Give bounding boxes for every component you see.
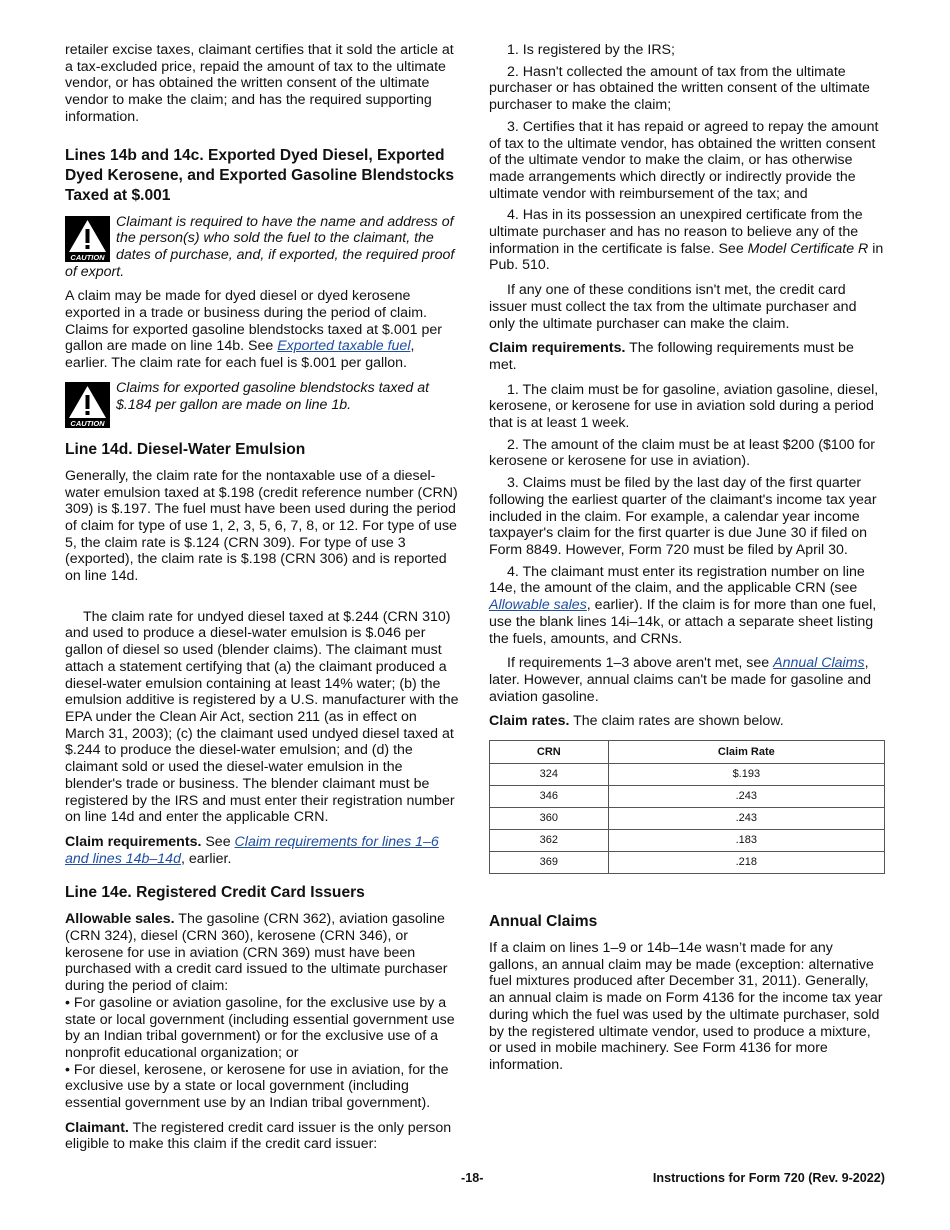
table-header-claim-rate: Claim Rate [608, 741, 884, 764]
requirement-1: 1. The claim must be for gasoline, aviation gasoline, diesel, kerosene, or kerosene for use in aviation sold during a period that is at least 1 week. [489, 381, 879, 432]
heading-line-14e: Line 14e. Registered Credit Card Issuers [65, 884, 365, 902]
caution-icon [65, 216, 110, 262]
paragraph-allowable-sales: Allowable sales. The gasoline (CRN 362), aviation gasoline (CRN 324), diesel (CRN 360), kerosene (CRN 346), or kerosene for use in aviation (CRN 369) must have been purchased with a credit card issued to the ultimate purchaser during the period of claim: [65, 911, 448, 995]
paragraph-annual-claims-reference: If requirements 1–3 above aren't met, see Annual Claims, later. However, annual claims can't be made for gasoline and aviation gasoline. [489, 655, 872, 705]
table-header-crn: CRN [490, 741, 609, 764]
table-row [490, 830, 885, 852]
table-cell-rate: $.193 [608, 764, 884, 786]
caution-icon [65, 382, 110, 428]
issuer-item-3: 3. Certifies that it has repaid or agreed to repay the amount of tax to the ultimate vendor, has obtained the written consent of the ultimate vendor to make the claim, or has otherwise made arrangements which directly or indirectly provide the ultimate vendor with reimbursement of the tax; and [489, 118, 879, 202]
claim-requirements-link[interactable]: Claim requirements for lines 1–6 and lines 14b–14d [65, 833, 439, 867]
table-cell-rate: .218 [608, 852, 884, 874]
svg-text:CAUTION: CAUTION [70, 418, 105, 428]
paragraph-conditions-not-met: If any one of these conditions isn't met, the credit card issuer must collect the tax from the ultimate purchaser and only the ultimate purchaser can make the claim. [489, 282, 857, 332]
document-title: Instructions for Form 720 (Rev. 9-2022) [652, 1171, 885, 1185]
table-cell-crn: 324 [490, 764, 609, 786]
issuer-item-2: 2. Hasn't collected the amount of tax from the ultimate purchaser or has obtained the written consent of the ultimate purchaser to make the claim; [489, 63, 870, 114]
table-row [490, 808, 885, 830]
bullet-item-2: • For diesel, kerosene, or kerosene for use in aviation, for the exclusive use by a state or local government (including essential government use by an Indian tribal government). [65, 1061, 449, 1112]
paragraph-14b-claims: A claim may be made for dyed diesel or dyed kerosene exported in a trade or business during the period of claim. Claims for exported gasoline blendstocks taxed at $.001 per gallon are made on line 14b. See Exported taxable fuel, earlier. The claim rate for each fuel is $.001 per gallon. [65, 288, 442, 372]
annual-claims-link[interactable]: Annual Claims [773, 655, 865, 672]
paragraph-14d-claim-requirements: Claim requirements. See Claim requirements for lines 1–6 and lines 14b–14d, earlier. [65, 833, 439, 867]
bullet-item-1: • For gasoline or aviation gasoline, for the exclusive use by a state or local government (including essential government use by an Indian tribal government) or for the exclusive use of a nonprofit educational organization; or [65, 994, 455, 1061]
heading-line-14d: Line 14d. Diesel-Water Emulsion [65, 440, 306, 458]
paragraph-annual-claims: If a claim on lines 1–9 or 14b–14e wasn’t made for any gallons, an annual claim may be made (exception: alternative fuel mixtures produced after December 31, 2011). Generally, an annual claim is made on Form 4136 for the income tax year during which the fuel was used by the ultimate purchaser, sold by the registered ultimate vendor, used to produce a mixture, or used in mobile machinery. See Form 4136 for more information. [489, 940, 883, 1073]
paragraph-claim-rates: Claim rates. The claim rates are shown below. [489, 713, 784, 730]
caution-note-2 [65, 380, 460, 426]
table-cell-crn: 346 [490, 786, 609, 808]
caution-text-2: Claims for exported gasoline blendstocks taxed at $.184 per gallon are made on line 1b. [116, 379, 430, 413]
left-column [65, 42, 460, 1161]
table-cell-crn: 362 [490, 830, 609, 852]
issuer-item-1: 1. Is registered by the IRS; [507, 42, 675, 58]
requirement-2: 2. The amount of the claim must be at least $200 ($100 for kerosene or kerosene for use in aviation). [489, 436, 876, 470]
table-row [490, 786, 885, 808]
table-row [490, 852, 885, 874]
heading-lines-14b-14c: Lines 14b and 14c. Exported Dyed Diesel, Exported Dyed Kerosene, and Exported Gasoline Blendstocks Taxed at $.001 [65, 146, 455, 204]
svg-text:CAUTION: CAUTION [70, 252, 105, 262]
paragraph-claim-requirements: Claim requirements. The following requirements must be met. [489, 340, 854, 373]
exported-taxable-fuel-link[interactable]: Exported taxable fuel [277, 338, 411, 355]
caution-note-1 [65, 214, 460, 281]
claim-rates-table [489, 740, 885, 874]
table-cell-rate: .183 [608, 830, 884, 852]
table-cell-rate: .243 [608, 808, 884, 830]
table-cell-crn: 360 [490, 808, 609, 830]
requirement-3: 3. Claims must be filed by the last day of the first quarter following the earliest quarter of the claimant's income tax year included in the claim. For example, a calendar year income taxpayer's claim for the first quarter is due June 30 if filed on Form 8849. However, Form 720 must be filed by April 30. [489, 475, 877, 558]
heading-annual-claims: Annual Claims [489, 913, 598, 931]
right-column [489, 42, 885, 1082]
caution-text-1: Claimant is required to have the name and address of the person(s) who sold the fuel to the claimant, the dates of purchase, and, if exported, the required proof of export. [65, 213, 455, 280]
issuer-item-4: 4. Has in its possession an unexpired certificate from the ultimate purchaser and has no reason to believe any of the information in the certificate is false. See Model Certificate R in Pub. 510. [489, 207, 884, 274]
page-number: -18- [461, 1171, 484, 1185]
paragraph-14d-general: Generally, the claim rate for the nontaxable use of a diesel-water emulsion taxed at $.198 (credit reference number (CRN) 309) is $.197. The fuel must have been used during the period of claim for type of use 1, 2, 3, 5, 6, 7, 8, or 12. For type of use 5, the claim rate is $.124 (CRN 309). For type of use 3 (exported), the claim rate is $.198 (CRN 306) and is reported on line 14d. [65, 467, 458, 585]
requirement-4: 4. The claimant must enter its registration number on line 14e, the amount of the claim, and the applicable CRN (see Allowable sales, earlier). If the claim is for more than one fuel, use the blank lines 14i–14k, or attach a separate sheet listing the fuels, amounts, and CRNs. [489, 563, 877, 647]
table-cell-rate: .243 [608, 786, 884, 808]
table-header-row [490, 741, 885, 764]
table-cell-crn: 369 [490, 852, 609, 874]
table-row [490, 764, 885, 786]
paragraph-claimant: Claimant. The registered credit card issuer is the only person eligible to make this claim if the credit card issuer: [65, 1119, 452, 1153]
paragraph-14d-blender: The claim rate for undyed diesel taxed at $.244 (CRN 310) and used to produce a diesel-water emulsion is $.046 per gallon of diesel so used (blender claims). The claimant must attach a statement certifying that (a) the claimant produced a diesel-water emulsion containing at least 14% water; (b) the emulsion additive is registered by a U.S. manufacturer with the EPA under the Clean Air Act, section 211 (as in effect on March 31, 2003); (c) the claimant used undyed diesel taxed at $.244 to produce the diesel-water emulsion; and (d) the claimant sold or used the diesel-water emulsion in the blender's trade or business. The blender claimant must be registered by the IRS and must enter their registration number on line 14d and enter the applicable CRN. [65, 608, 459, 826]
allowable-sales-link[interactable]: Allowable sales [489, 597, 587, 614]
intro-paragraph: retailer excise taxes, claimant certifies that it sold the article at a tax-excluded price, repaid the amount of tax to the ultimate vendor, or has obtained the written consent of the ultimate vendor to make the claim; and has the required supporting information. [65, 42, 454, 125]
